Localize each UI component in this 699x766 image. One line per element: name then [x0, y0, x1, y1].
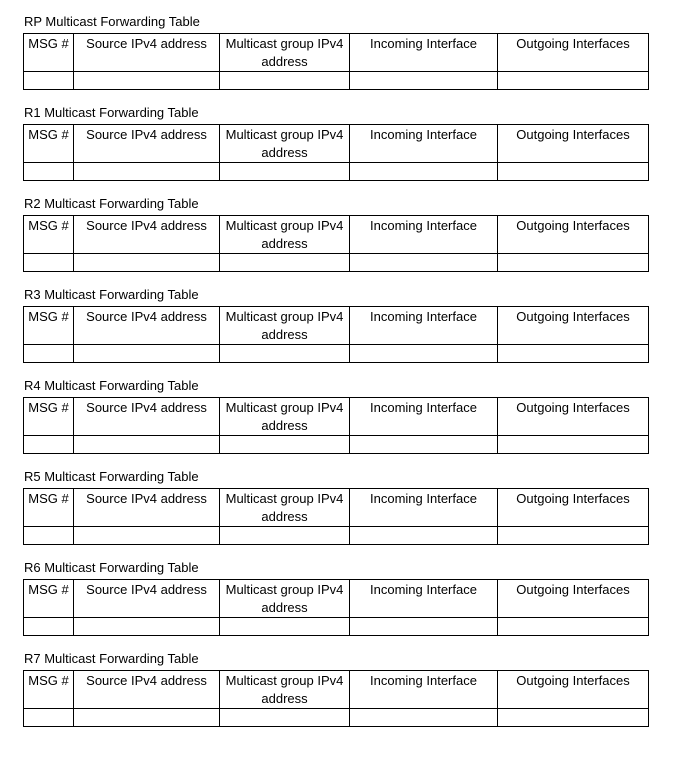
forwarding-table — [23, 124, 649, 181]
header-incoming-interface: Incoming Interface — [350, 489, 498, 527]
outgoing-interfaces-cell[interactable] — [498, 254, 649, 272]
table-title: RP Multicast Forwarding Table — [24, 14, 200, 29]
msg-number-cell[interactable] — [24, 254, 74, 272]
outgoing-interfaces-cell[interactable] — [498, 527, 649, 545]
incoming-interface-cell[interactable] — [350, 72, 498, 90]
header-msg-number: MSG # — [24, 671, 74, 709]
outgoing-interfaces-cell[interactable] — [498, 618, 649, 636]
header-msg-number: MSG # — [24, 489, 74, 527]
table-row — [24, 72, 649, 90]
table-title: R6 Multicast Forwarding Table — [24, 560, 199, 575]
outgoing-interfaces-cell[interactable] — [498, 345, 649, 363]
header-source-ipv4-address: Source IPv4 address — [74, 580, 220, 618]
multicast-group-ipv4-address-cell[interactable] — [220, 345, 350, 363]
header-source-ipv4-address: Source IPv4 address — [74, 398, 220, 436]
header-msg-number: MSG # — [24, 580, 74, 618]
header-multicast-group-ipv4-address: Multicast group IPv4 address — [220, 34, 350, 72]
header-multicast-group-ipv4-address: Multicast group IPv4 address — [220, 216, 350, 254]
table-row — [24, 163, 649, 181]
header-msg-number: MSG # — [24, 125, 74, 163]
table-title: R2 Multicast Forwarding Table — [24, 196, 199, 211]
header-outgoing-interfaces: Outgoing Interfaces — [498, 398, 649, 436]
header-multicast-group-ipv4-address: Multicast group IPv4 address — [220, 580, 350, 618]
table-header-row — [24, 125, 649, 163]
table-header-row — [24, 489, 649, 527]
table-header-row — [24, 216, 649, 254]
msg-number-cell[interactable] — [24, 72, 74, 90]
header-source-ipv4-address: Source IPv4 address — [74, 489, 220, 527]
incoming-interface-cell[interactable] — [350, 618, 498, 636]
source-ipv4-address-cell[interactable] — [74, 527, 220, 545]
source-ipv4-address-cell[interactable] — [74, 618, 220, 636]
source-ipv4-address-cell[interactable] — [74, 163, 220, 181]
table-row — [24, 345, 649, 363]
msg-number-cell[interactable] — [24, 436, 74, 454]
header-multicast-group-ipv4-address: Multicast group IPv4 address — [220, 671, 350, 709]
header-incoming-interface: Incoming Interface — [350, 216, 498, 254]
table-row — [24, 618, 649, 636]
table-row — [24, 527, 649, 545]
header-outgoing-interfaces: Outgoing Interfaces — [498, 671, 649, 709]
table-title: R1 Multicast Forwarding Table — [24, 105, 199, 120]
outgoing-interfaces-cell[interactable] — [498, 709, 649, 727]
forwarding-table — [23, 670, 649, 727]
forwarding-table-section-2 — [0, 92, 699, 183]
header-outgoing-interfaces: Outgoing Interfaces — [498, 34, 649, 72]
forwarding-table-section-7 — [0, 547, 699, 638]
table-title: R4 Multicast Forwarding Table — [24, 378, 199, 393]
header-source-ipv4-address: Source IPv4 address — [74, 307, 220, 345]
header-incoming-interface: Incoming Interface — [350, 580, 498, 618]
multicast-group-ipv4-address-cell[interactable] — [220, 72, 350, 90]
forwarding-table — [23, 306, 649, 363]
multicast-group-ipv4-address-cell[interactable] — [220, 436, 350, 454]
table-title: R3 Multicast Forwarding Table — [24, 287, 199, 302]
header-msg-number: MSG # — [24, 34, 74, 72]
forwarding-table-section-3 — [0, 183, 699, 274]
forwarding-table — [23, 215, 649, 272]
outgoing-interfaces-cell[interactable] — [498, 72, 649, 90]
incoming-interface-cell[interactable] — [350, 163, 498, 181]
source-ipv4-address-cell[interactable] — [74, 709, 220, 727]
incoming-interface-cell[interactable] — [350, 254, 498, 272]
header-incoming-interface: Incoming Interface — [350, 398, 498, 436]
msg-number-cell[interactable] — [24, 527, 74, 545]
header-multicast-group-ipv4-address: Multicast group IPv4 address — [220, 398, 350, 436]
header-msg-number: MSG # — [24, 307, 74, 345]
header-multicast-group-ipv4-address: Multicast group IPv4 address — [220, 125, 350, 163]
forwarding-table-section-1 — [0, 1, 699, 92]
multicast-group-ipv4-address-cell[interactable] — [220, 163, 350, 181]
source-ipv4-address-cell[interactable] — [74, 436, 220, 454]
forwarding-table — [23, 33, 649, 90]
table-header-row — [24, 398, 649, 436]
header-outgoing-interfaces: Outgoing Interfaces — [498, 489, 649, 527]
forwarding-table — [23, 579, 649, 636]
table-header-row — [24, 671, 649, 709]
incoming-interface-cell[interactable] — [350, 709, 498, 727]
source-ipv4-address-cell[interactable] — [74, 254, 220, 272]
forwarding-table-section-4 — [0, 274, 699, 365]
header-outgoing-interfaces: Outgoing Interfaces — [498, 125, 649, 163]
incoming-interface-cell[interactable] — [350, 345, 498, 363]
multicast-group-ipv4-address-cell[interactable] — [220, 618, 350, 636]
header-source-ipv4-address: Source IPv4 address — [74, 671, 220, 709]
table-title: R7 Multicast Forwarding Table — [24, 651, 199, 666]
forwarding-table-section-5 — [0, 365, 699, 456]
header-incoming-interface: Incoming Interface — [350, 671, 498, 709]
table-header-row — [24, 34, 649, 72]
header-source-ipv4-address: Source IPv4 address — [74, 125, 220, 163]
multicast-group-ipv4-address-cell[interactable] — [220, 709, 350, 727]
header-incoming-interface: Incoming Interface — [350, 125, 498, 163]
source-ipv4-address-cell[interactable] — [74, 345, 220, 363]
header-incoming-interface: Incoming Interface — [350, 307, 498, 345]
msg-number-cell[interactable] — [24, 345, 74, 363]
outgoing-interfaces-cell[interactable] — [498, 163, 649, 181]
header-outgoing-interfaces: Outgoing Interfaces — [498, 580, 649, 618]
table-row — [24, 254, 649, 272]
table-title: R5 Multicast Forwarding Table — [24, 469, 199, 484]
incoming-interface-cell[interactable] — [350, 436, 498, 454]
table-row — [24, 709, 649, 727]
multicast-group-ipv4-address-cell[interactable] — [220, 254, 350, 272]
header-multicast-group-ipv4-address: Multicast group IPv4 address — [220, 307, 350, 345]
forwarding-table-section-6 — [0, 456, 699, 547]
table-header-row — [24, 580, 649, 618]
forwarding-table — [23, 488, 649, 545]
header-source-ipv4-address: Source IPv4 address — [74, 216, 220, 254]
header-outgoing-interfaces: Outgoing Interfaces — [498, 216, 649, 254]
header-source-ipv4-address: Source IPv4 address — [74, 34, 220, 72]
incoming-interface-cell[interactable] — [350, 527, 498, 545]
table-row — [24, 436, 649, 454]
forwarding-table-section-8 — [0, 638, 699, 729]
outgoing-interfaces-cell[interactable] — [498, 436, 649, 454]
msg-number-cell[interactable] — [24, 709, 74, 727]
multicast-group-ipv4-address-cell[interactable] — [220, 527, 350, 545]
table-header-row — [24, 307, 649, 345]
header-incoming-interface: Incoming Interface — [350, 34, 498, 72]
header-msg-number: MSG # — [24, 398, 74, 436]
header-msg-number: MSG # — [24, 216, 74, 254]
header-multicast-group-ipv4-address: Multicast group IPv4 address — [220, 489, 350, 527]
source-ipv4-address-cell[interactable] — [74, 72, 220, 90]
header-outgoing-interfaces: Outgoing Interfaces — [498, 307, 649, 345]
msg-number-cell[interactable] — [24, 163, 74, 181]
msg-number-cell[interactable] — [24, 618, 74, 636]
forwarding-table — [23, 397, 649, 454]
